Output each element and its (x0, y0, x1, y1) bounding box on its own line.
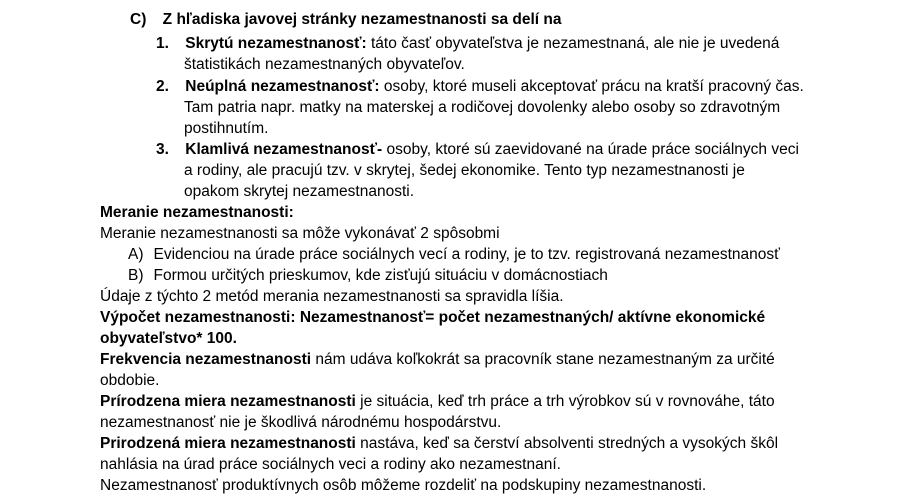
item-text: táto časť obyvateľstva je nezamestnaná, ale nie je uvedená (366, 35, 780, 52)
vypocet-formula: Výpočet nezamestnanosti: Nezamestnanosť= počet nezamestnaných/ aktívne ekonomické (100, 309, 766, 326)
prirodzena-paragraph-2 (100, 433, 778, 454)
item-text-continued: štatistikách nezamestnaných obyvateľov. (184, 56, 465, 73)
frekvencia-paragraph (100, 349, 775, 370)
item-text: osoby, ktoré museli akceptovať prácu na kratší pracovný čas. (379, 78, 804, 95)
list-item-skryta (156, 33, 779, 54)
item-number: 3. (156, 141, 169, 158)
frekvencia-text: nám udáva koľkokrát sa pracovník stane nezamestnaným za určité (311, 351, 775, 368)
prirodzena-text-continued: nezamestnanosť nie je škodlivá národnému hospodárstvu. (100, 414, 502, 431)
prirodzena-text: je situácia, keď trh práce a trh výrobkov sú v rovnováhe, táto (355, 393, 775, 410)
prirodzena-term: Prírodzena miera nezamestnanosti (100, 393, 356, 410)
vypocet-line (100, 307, 765, 328)
vypocet-line (100, 328, 237, 349)
item-text-continued: Tam patria napr. matky na materskej a rodičovej dovolenky alebo osoby so zdravotným (184, 99, 781, 116)
item-number: 1. (156, 35, 169, 52)
item-text: Formou určitých prieskumov, kde zisťujú situáciu v domácnostiach (153, 267, 608, 284)
item-term: Klamlivá nezamestnanosť- (185, 141, 383, 158)
section-c-title: Z hľadiska javovej stránky nezamestnanosti sa delí na (162, 11, 562, 28)
prirodzena-paragraph-1 (100, 391, 775, 412)
frekvencia-text-continued: obdobie. (100, 372, 160, 389)
list-item-klamliva (156, 139, 799, 160)
item-text-continued: postihnutím. (184, 120, 269, 137)
prirodzena-text-continued: nahlásia na úrad práce sociálnych veci a rodiny ako nezamestnaní. (100, 456, 561, 473)
list-item-neuplna (156, 76, 804, 97)
item-text-continued: opakom skrytej nezamestnanosti. (184, 183, 415, 200)
meranie-heading-text: Meranie nezamestnanosti: (100, 204, 294, 221)
prirodzena-term: Prirodzená miera nezamestnanosti (100, 435, 356, 452)
item-text: Evidenciou na úrade práce sociálnych vecí a rodiny, je to tzv. registrovaná nezamestnanosť (153, 246, 780, 263)
meranie-intro: Meranie nezamestnanosti sa môže vykonávať 2 spôsobmi (100, 225, 500, 242)
prirodzena-text: nastáva, keď sa čerství absolventi stredných a vysokých škôl (355, 435, 779, 452)
frekvencia-term: Frekvencia nezamestnanosti (100, 351, 312, 368)
section-c-heading (130, 9, 561, 30)
closing-sentence: Nezamestnanosť produktívnych osôb môžeme rozdeliť na podskupiny nezamestnanosti. (100, 477, 707, 494)
item-marker: B) (128, 267, 144, 284)
item-term: Skrytú nezamestnanosť: (185, 35, 367, 52)
item-text-continued: a rodiny, ale pracujú tzv. v skrytej, šedej ekonomike. Tento typ nezamestnanosti je (184, 162, 745, 179)
section-c-marker: C) (130, 11, 147, 28)
vypocet-formula-end: obyvateľstvo* 100. (100, 330, 237, 347)
meranie-item-b (128, 265, 608, 286)
meranie-item-a (128, 244, 780, 265)
item-text: osoby, ktoré sú zaevidované na úrade práce sociálnych veci (382, 141, 799, 158)
meranie-note: Údaje z týchto 2 metód merania nezamestnanosti sa spravidla líšia. (100, 288, 564, 305)
item-number: 2. (156, 78, 169, 95)
item-term: Neúplná nezamestnanosť: (185, 78, 380, 95)
meranie-heading (100, 202, 294, 223)
item-marker: A) (128, 246, 144, 263)
